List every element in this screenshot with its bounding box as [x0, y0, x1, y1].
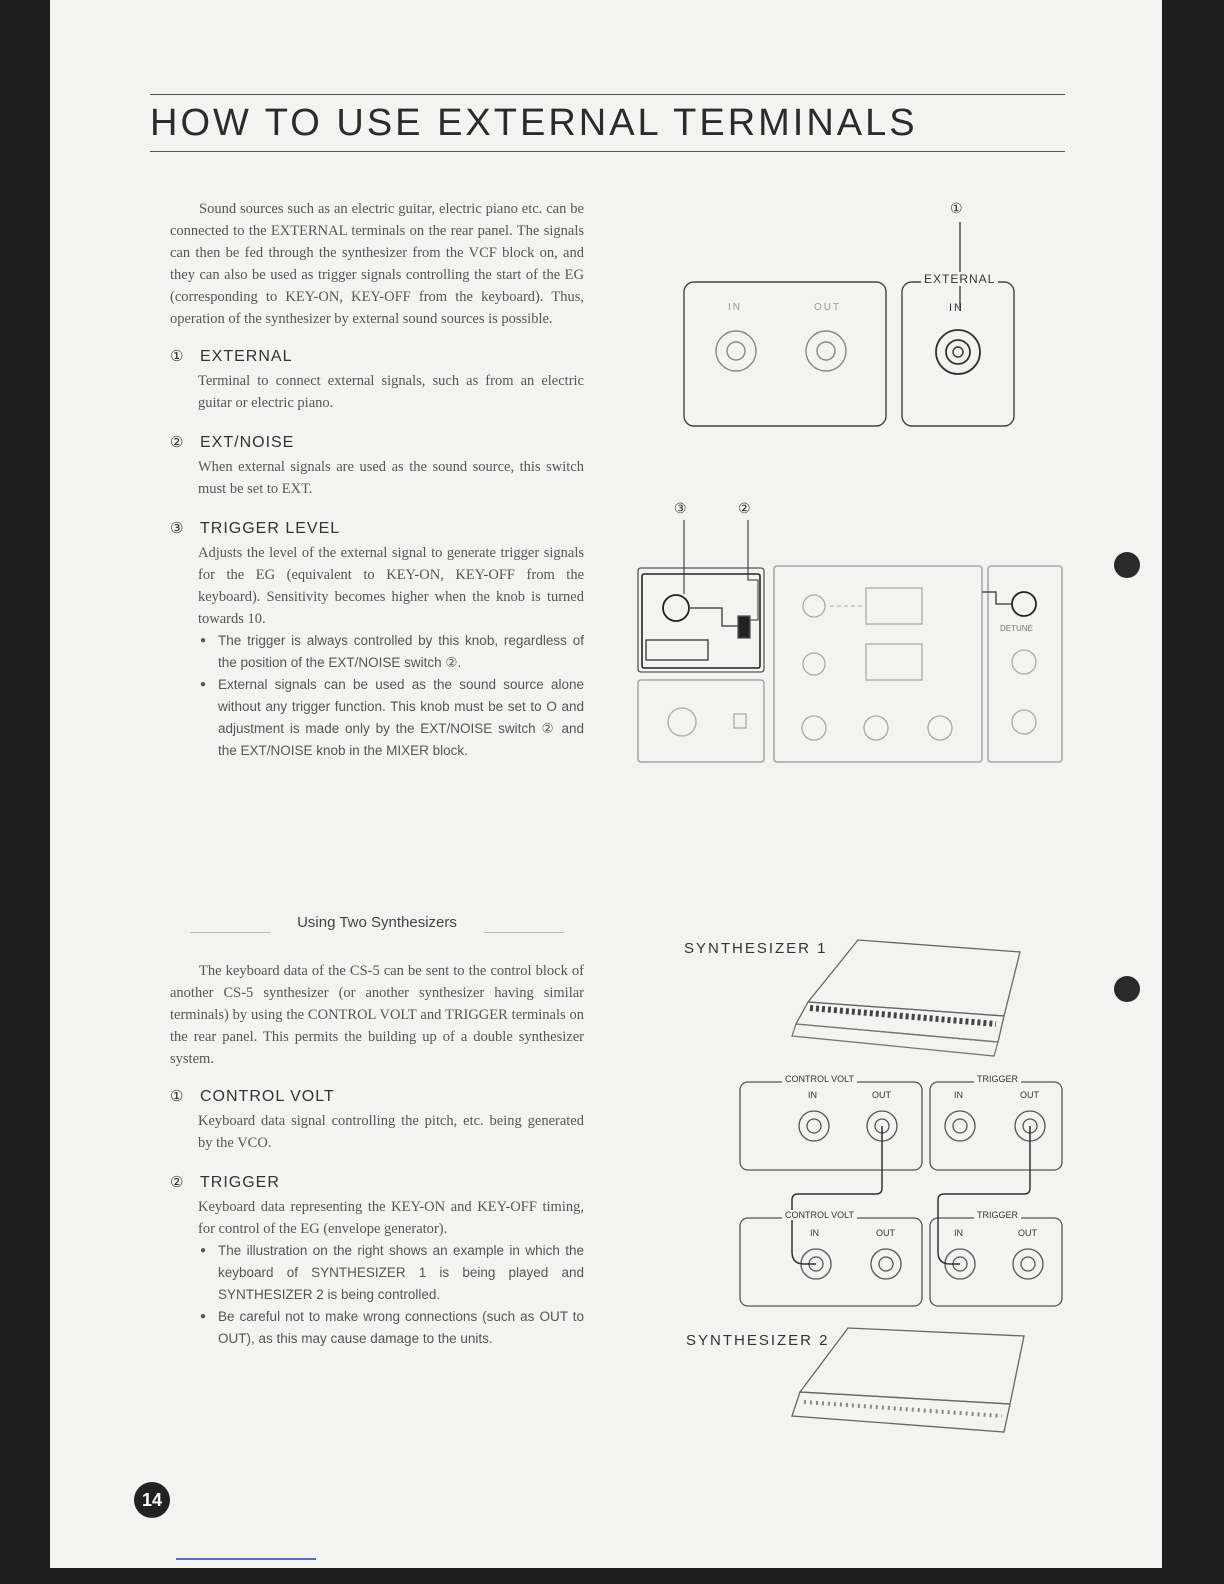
intro-paragraph: Sound sources such as an electric guitar, electric piano etc. can be connected to the EXTERNAL terminals on the rear panel. The signals can then be fed through the synthesizer from the VCF block on, and they can also be used as trigger signals controlling the start of the EG (corresponding to KEY-ON, KEY-OFF from the keyboard). Thus, operation of the synthesizer by external sound sources is possible.: [170, 201, 584, 327]
section-external-heading: [170, 346, 584, 370]
section-title: TRIGGER LEVEL: [200, 520, 341, 537]
section-ext-noise-heading: [170, 432, 584, 456]
section-number: ②: [170, 1174, 185, 1191]
binder-hole-icon: [1114, 552, 1140, 578]
trigger-level-bullets: [170, 630, 584, 762]
manual-page: [50, 0, 1162, 1568]
cv-out-label-upper: OUT: [872, 1090, 891, 1100]
callout-number-3: ③: [674, 500, 689, 516]
callout-number: ①: [950, 200, 965, 216]
front-panel-diagram: [636, 496, 1066, 770]
section-trigger-body: Keyboard data representing the KEY-ON and KEY-OFF timing, for control of the EG (envelope generator).: [198, 1199, 584, 1237]
page-title: HOW TO USE EXTERNAL TERMINALS: [150, 102, 918, 144]
bullet-item: ● The trigger is always controlled by this knob, regardless of the position of the EXT/NOISE switch ②.: [198, 630, 584, 674]
section-number: ①: [170, 1088, 185, 1105]
figure-external-terminal: [680, 196, 1020, 432]
section-control-volt-body: Keyboard data signal controlling the pitch, etc. being generated by the VCO.: [198, 1113, 584, 1151]
section-trigger-heading: [170, 1172, 584, 1196]
synthesizer-1-label: SYNTHESIZER 1: [684, 940, 828, 957]
section-control-volt-heading: [170, 1086, 584, 1110]
bullet-item: ● External signals can be used as the sound source alone without any trigger function. This knob must be set to O and adjustment is made only by the EXT/NOISE switch ② and the EXT/NOISE knob in the MIXER block.: [198, 674, 584, 762]
external-terminal-diagram: [680, 196, 1020, 432]
section-title: EXTERNAL: [200, 348, 293, 365]
bullet-item: ● Be careful not to make wrong connections (such as OUT to OUT), as this may cause damage to the units.: [198, 1306, 584, 1350]
section-title: CONTROL VOLT: [200, 1088, 335, 1105]
bullet-item: ● The illustration on the right shows an example in which the keyboard of SYNTHESIZER 1 is being played and SYNTHESIZER 2 is being controlled.: [198, 1240, 584, 1306]
trig-in-label-upper: IN: [954, 1090, 963, 1100]
left-column-top: [170, 198, 584, 762]
two-synth-intro: The keyboard data of the CS-5 can be sent to the control block of another CS-5 synthesizer (or another synthesizer having similar terminals) by using the CONTROL VOLT and TRIGGER terminals on the rear panel. This permits the building up of a double synthesizer system.: [170, 963, 584, 1067]
figure-two-synthesizers: [632, 932, 1072, 1462]
callout-number-2: ②: [738, 500, 753, 516]
section-trigger-level-heading: [170, 518, 584, 542]
left-column-bottom: [170, 912, 584, 1350]
section-title: EXT/NOISE: [200, 434, 295, 451]
binder-hole-icon: [1114, 976, 1140, 1002]
section-number: ①: [170, 348, 185, 365]
bottom-link-underline: [176, 1558, 316, 1560]
header-rule-top: [150, 94, 1065, 95]
section-number: ③: [170, 520, 185, 537]
cv-label-lower: CONTROL VOLT: [782, 1210, 857, 1220]
page-number-badge: 14: [134, 1482, 170, 1518]
external-panel-label: EXTERNAL: [921, 272, 998, 286]
subheading-two-synthesizers: Using Two Synthesizers: [170, 912, 584, 934]
cv-in-label-lower: IN: [810, 1228, 819, 1238]
cv-out-label-lower: OUT: [876, 1228, 895, 1238]
synthesizer-2-label: SYNTHESIZER 2: [686, 1332, 830, 1349]
section-number: ②: [170, 434, 185, 451]
cv-in-label-upper: IN: [808, 1090, 817, 1100]
trigger-label-lower: TRIGGER: [974, 1210, 1021, 1220]
trig-in-label-lower: IN: [954, 1228, 963, 1238]
jack-out-label-left: OUT: [814, 302, 842, 313]
trig-out-label-upper: OUT: [1020, 1090, 1039, 1100]
detune-label: DETUNE: [1000, 624, 1033, 633]
section-title: TRIGGER: [200, 1174, 280, 1191]
header-rule-bottom: [150, 151, 1065, 152]
section-trigger-level-body: Adjusts the level of the external signal to generate trigger signals for the EG (equivalent to KEY-ON, KEY-OFF from the keyboard). Sensitivity becomes higher when the knob is turned towards 10.: [198, 545, 584, 627]
jack-in-label: IN: [949, 302, 964, 314]
section-external-body: Terminal to connect external signals, such as from an electric guitar or electric piano.: [198, 373, 584, 411]
two-synth-diagram: [632, 932, 1072, 1462]
figure-front-panel: [636, 496, 1066, 770]
trigger-label-upper: TRIGGER: [974, 1074, 1021, 1084]
jack-in-label-left: IN: [728, 302, 742, 313]
trig-out-label-lower: OUT: [1018, 1228, 1037, 1238]
trigger-bullets: [170, 1240, 584, 1350]
cv-label-upper: CONTROL VOLT: [782, 1074, 857, 1084]
section-ext-noise-body: When external signals are used as the sound source, this switch must be set to EXT.: [198, 459, 584, 497]
